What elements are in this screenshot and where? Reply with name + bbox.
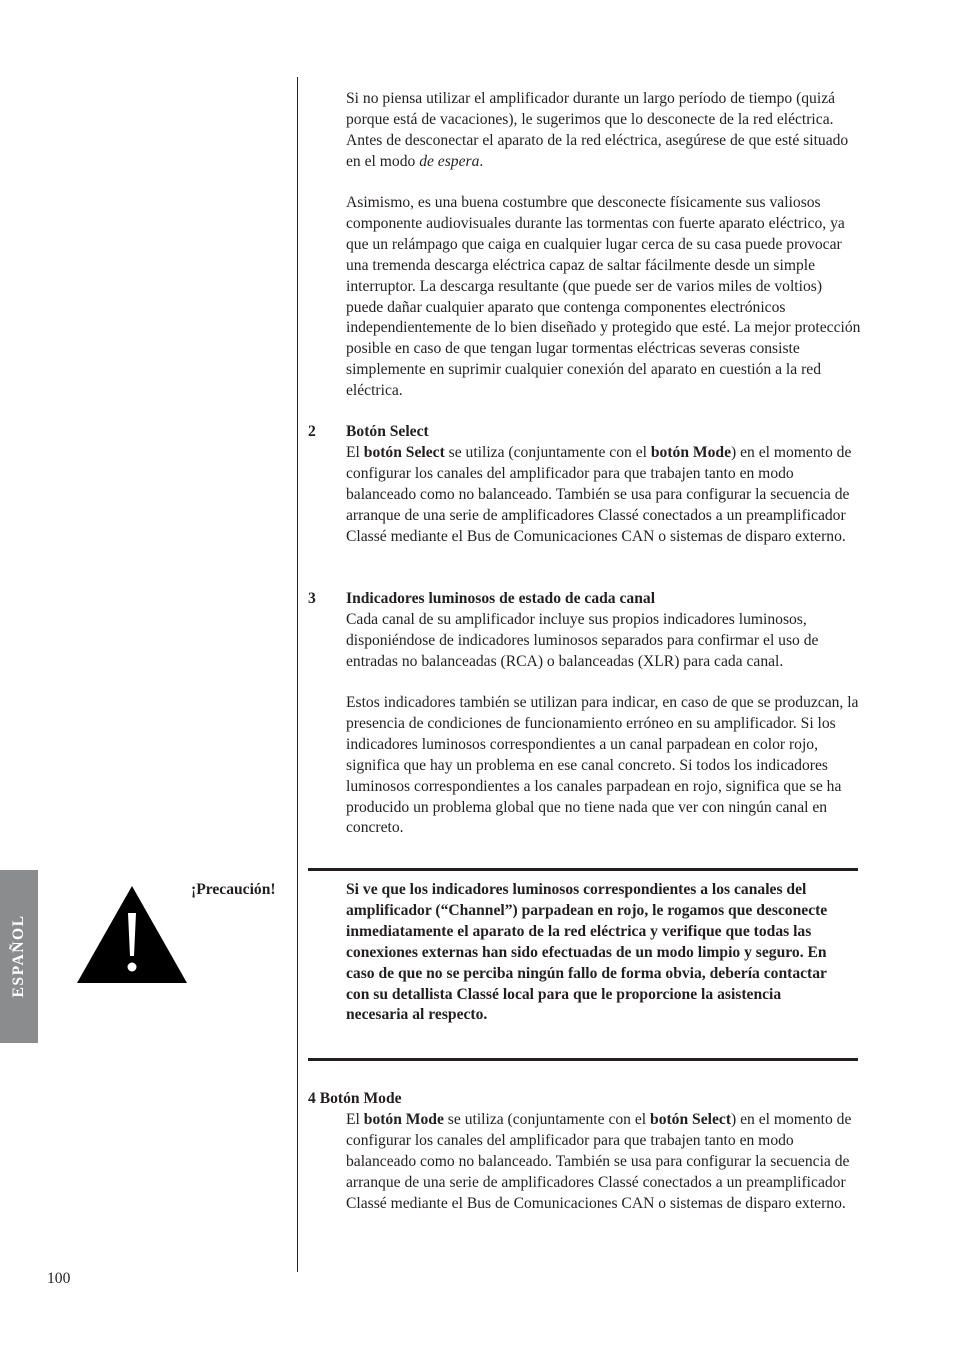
caution-bottom-rule bbox=[308, 1058, 858, 1061]
section-3-number: 3 bbox=[308, 590, 316, 607]
section-2-body: El botón Select se utiliza (conjuntamente con el botón Mode) en el momento de configurar los canales del amplificador para que trabajen tanto en modo balanceado como no balanceado. También se usa para configurar la secuencia de arranque de una serie de amplificadores Classé conectados a un preamplificador Classé mediante el Bus de Comunicaciones CAN o sistemas de disparo externo. bbox=[346, 444, 852, 545]
section-2-title: Botón Select bbox=[346, 423, 429, 440]
page-number: 100 bbox=[47, 1270, 71, 1287]
language-tab-label: ESPAÑOL bbox=[10, 914, 27, 998]
intro-paragraph-2: Asimismo, es una buena costumbre que desconecte físicamente sus valiosos componente audiovisuales durante las tormentas con fuerte aparato eléctrico, ya que un relámpago que caiga en cualquier lugar cerca de su casa puede provocar una tremenda descarga eléctrica capaz de saltar fácilmente desde un simple interruptor. La descarga resultante (que puede ser de varios miles de voltios) puede dañar cualquier aparato que contenga componentes electrónicos independientemente de lo bien diseñado y protegido que esté. La mejor protección posible en caso de que tengan lugar tormentas eléctricas severas consiste simplemente en suprimir cualquier conexión del aparato en cuestión a la red eléctrica. bbox=[346, 194, 861, 400]
caution-top-rule bbox=[308, 868, 858, 871]
section-3-body-2: Estos indicadores también se utilizan para indicar, en caso de que se produzcan, la presencia de condiciones de funcionamiento erróneo en su amplificador. Si los indicadores luminosos correspondientes a un canal parpadean en color rojo, significa que hay un problema en ese canal concreto. Si todos los indicadores luminosos correspondientes a los canales parpadean en rojo, significa que se ha producido un problema global que no tiene nada que ver con ningún canal en concreto. bbox=[346, 694, 859, 837]
warning-triangle-icon bbox=[77, 886, 187, 983]
section-4-title: 4 Botón Mode bbox=[308, 1090, 402, 1107]
section-3-title: Indicadores luminosos de estado de cada canal bbox=[346, 590, 656, 607]
section-2-number: 2 bbox=[308, 423, 316, 440]
caution-label: ¡Precaución! bbox=[191, 881, 276, 898]
section-4-body: El botón Mode se utiliza (conjuntamente con el botón Select) en el momento de configurar los canales del amplificador para que trabajen tanto en modo balanceado como no balanceado. También se usa para configurar la secuencia de arranque de una serie de amplificadores Classé conectados a un preamplificador Classé mediante el Bus de Comunicaciones CAN o sistemas de disparo externo. bbox=[346, 1111, 852, 1212]
intro-paragraph-1: Si no piensa utilizar el amplificador durante un largo período de tiempo (quizá porque está de vacaciones), le sugerimos que lo desconecte de la red eléctrica. Antes de desconectar el aparato de la red eléctrica, asegúrese de que esté situado en el modo de espera. bbox=[346, 90, 849, 170]
column-divider bbox=[297, 77, 298, 1272]
section-3-body-1: Cada canal de su amplificador incluye sus propios indicadores luminosos, disponiéndose de indicadores luminosos separados para confirmar el uso de entradas no balanceadas (RCA) o balanceadas (XLR) para cada canal. bbox=[346, 611, 819, 670]
caution-text: Si ve que los indicadores luminosos correspondientes a los canales del amplificador (“Channel”) parpadean en rojo, le rogamos que desconecte inmediatamente el aparato de la red eléctrica y verifique que todas las conexiones externas han sido efectuadas de un modo limpio y seguro. En caso de que no se perciba ningún fallo de forma obvia, debería contactar con su detallista Classé local para que le proporcione la asistencia necesaria al respecto. bbox=[346, 881, 828, 1024]
